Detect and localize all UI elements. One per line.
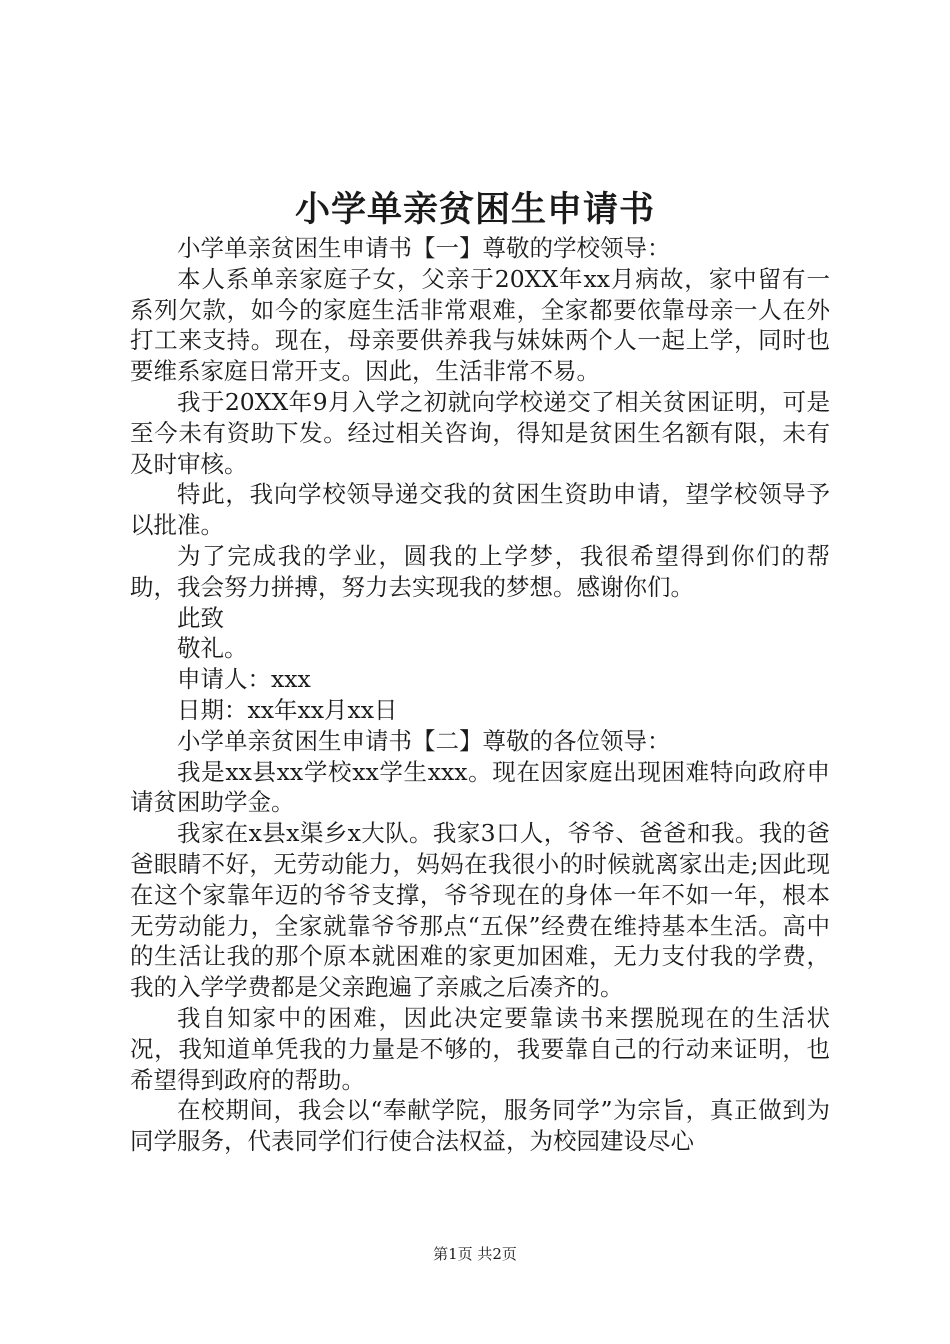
applicant-line: 申请人：xxx xyxy=(177,665,311,694)
paragraph: 小学单亲贫困生申请书【二】尊敬的各位领导： xyxy=(177,726,671,755)
paragraph: 我于20XX年9月入学之初就向学校递交了相关贫困证明，可是至今未有资助下发。经过相关咨询，得知是贫困生名额有限，未有及时审核。 xyxy=(130,387,830,478)
date-line: 日期：xx年xx月xx日 xyxy=(177,695,398,724)
document-body xyxy=(130,233,830,1157)
page-indicator: 第1页 共2页 xyxy=(433,1245,517,1263)
paragraph: 在校期间，我会以“奉献学院，服务同学”为宗旨，真正做到为同学服务，代表同学们行使合法权益，为校园建设尽心 xyxy=(130,1096,830,1156)
paragraph: 为了完成我的学业，圆我的上学梦，我很希望得到你们的帮助，我会努力拼搏，努力去实现我的梦想。感谢你们。 xyxy=(130,541,830,601)
paragraph: 我是xx县xx学校xx学生xxx。现在因家庭出现困难特向政府申请贫困助学金。 xyxy=(130,757,830,817)
document-title: 小学单亲贫困生申请书 xyxy=(294,190,655,230)
paragraph: 我自知家中的困难，因此决定要靠读书来摆脱现在的生活状况，我知道单凭我的力量是不够的，我要靠自己的行动来证明，也希望得到政府的帮助。 xyxy=(130,1003,830,1094)
paragraph: 我家在x县x渠乡x大队。我家3口人，爷爷、爸爸和我。我的爸爸眼睛不好，无劳动能力，妈妈在我很小的时候就离家出走;因此现在这个家靠年迈的爷爷支撑，爷爷现在的身体一年不如一年，根本无劳动能力，全家就靠爷爷那点“五保”经费在维持基本生活。高中的生活让我的那个原本就困难的家更加困难，无力支付我的学费，我的入学学费都是父亲跑遍了亲戚之后凑齐的。 xyxy=(130,819,830,1002)
paragraph: 特此，我向学校领导递交我的贫困生资助申请，望学校领导予以批准。 xyxy=(130,480,830,540)
paragraph: 本人系单亲家庭子女，父亲于20XX年xx月病故，家中留有一系列欠款，如今的家庭生活非常艰难，全家都要依靠母亲一人在外打工来支持。现在，母亲要供养我与妹妹两个人一起上学，同时也要维系家庭日常开支。因此，生活非常不易。 xyxy=(130,264,830,386)
closing-salutation: 此致 xyxy=(177,603,224,632)
paragraph: 小学单亲贫困生申请书【一】尊敬的学校领导： xyxy=(177,234,671,262)
closing-regards: 敬礼。 xyxy=(177,634,248,663)
